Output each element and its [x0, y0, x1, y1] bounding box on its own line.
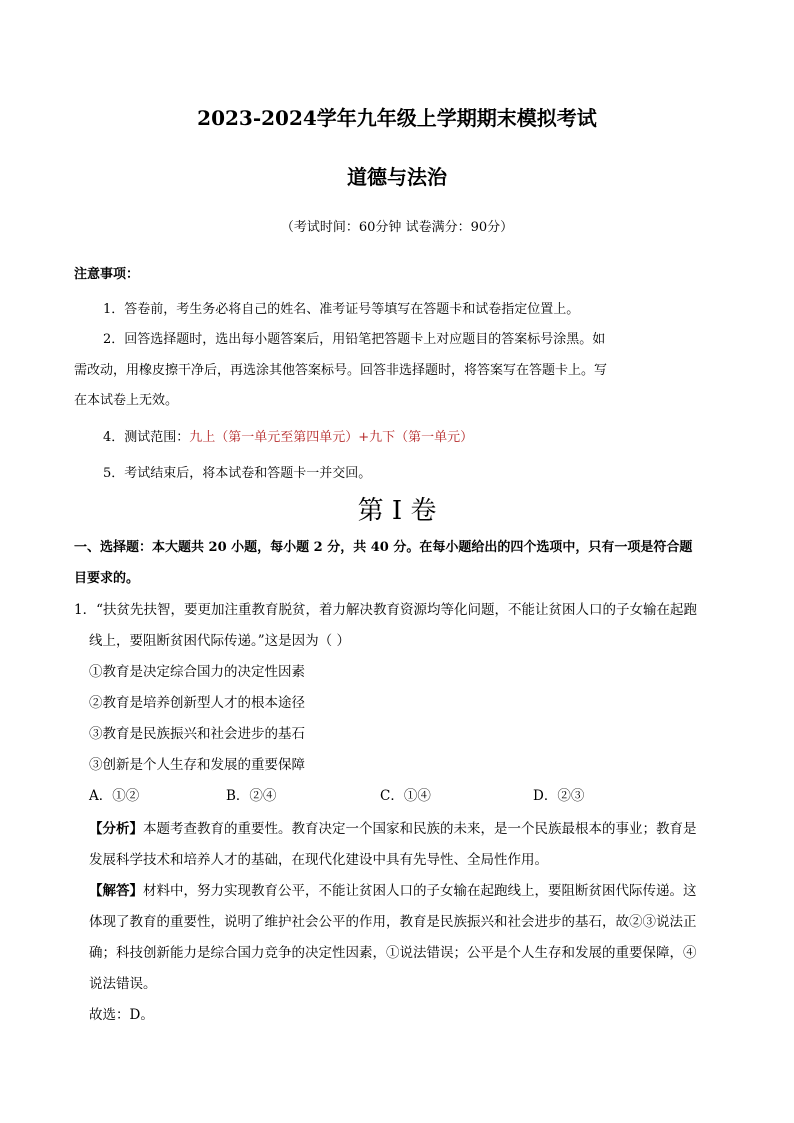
option-b: B．②④: [226, 788, 277, 804]
notice-item-2-line-2: 需改动，用橡皮擦干净后，再选涂其他答案标号。回答非选择题时，将答案写在答题卡上。写: [74, 363, 608, 378]
notice-item-4: [103, 426, 473, 445]
notice-heading: 注意事项：: [74, 267, 140, 282]
statement-2: ②教育是培养创新型人才的根本途径: [89, 695, 305, 711]
notice-item-5: 5．考试结束后，将本试卷和答题卡一并交回。: [103, 466, 372, 481]
subject-title: 道德与法治: [347, 165, 447, 189]
question-1-stem-line-2: 线上，要阻断贫困代际传递。”这是因为（ ）: [89, 633, 350, 649]
notice-item-2-line-3: 在本试卷上无效。: [74, 393, 179, 408]
question-1-stem-line-1: 1．“扶贫先扶智，要更加注重教育脱贫，着力解决教育资源均等化问题，不能让贫困人口的子女输在起跑: [74, 602, 697, 618]
solution-text-1: 材料中，努力实现教育公平，不能让贫困人口的子女输在起跑线上，要阻断贫困代际传递。这: [143, 883, 697, 899]
solution-line-3: 确；科技创新能力是综合国力竞争的决定性因素，①说法错误；公平是个人生存和发展的重要保障，④: [89, 945, 697, 961]
section-title: 第 I 卷: [357, 496, 437, 526]
part-instructions-line-2: 目要求的。: [74, 571, 140, 586]
solution-line-1: [89, 879, 697, 899]
notice-item-2-line-1: 2．回答选择题时，选出每小题答案后，用铅笔把答题卡上对应题目的答案标号涂黑。如: [103, 332, 606, 347]
solution-tag: 【解答】: [89, 883, 143, 899]
analysis-tag: 【分析】: [89, 821, 143, 837]
analysis-text-1: 本题考查教育的重要性。教育决定一个国家和民族的未来，是一个民族最根本的事业；教育是: [143, 821, 697, 837]
statement-4: ③创新是个人生存和发展的重要保障: [89, 757, 305, 773]
analysis-line-2: 发展科学技术和培养人才的基础，在现代化建设中具有先导性、全局性作用。: [89, 852, 548, 868]
answer-line: 故选：D。: [89, 1007, 154, 1023]
part-instructions-line-1: 一、选择题：本大题共 20 小题，每小题 2 分，共 40 分。在每小题给出的四个选项中，只有一项是符合题: [74, 540, 693, 555]
analysis-line-1: [89, 817, 697, 837]
option-d: D．②③: [533, 788, 585, 804]
test-scope: 九上（第一单元至第四单元）+九下（第一单元）: [189, 430, 474, 445]
notice-item-1: 1．答卷前，考生务必将自己的姓名、准考证号等填写在答题卡和试卷指定位置上。: [103, 302, 580, 317]
solution-line-4: 说法错误。: [89, 976, 157, 992]
solution-line-2: 体现了教育的重要性，说明了维护社会公平的作用，教育是民族振兴和社会进步的基石，故②③说法正: [89, 914, 697, 930]
statement-3: ③教育是民族振兴和社会进步的基石: [89, 726, 305, 742]
exam-title: 2023-2024学年九年级上学期期末模拟考试: [197, 106, 597, 130]
option-a: A．①②: [89, 788, 140, 804]
notice-item-4-prefix: 4．测试范围：: [103, 430, 190, 445]
statement-1: ①教育是决定综合国力的决定性因素: [89, 664, 305, 680]
exam-meta: （考试时间：60分钟 试卷满分：90分）: [280, 220, 514, 235]
option-c: C．①④: [380, 788, 431, 804]
